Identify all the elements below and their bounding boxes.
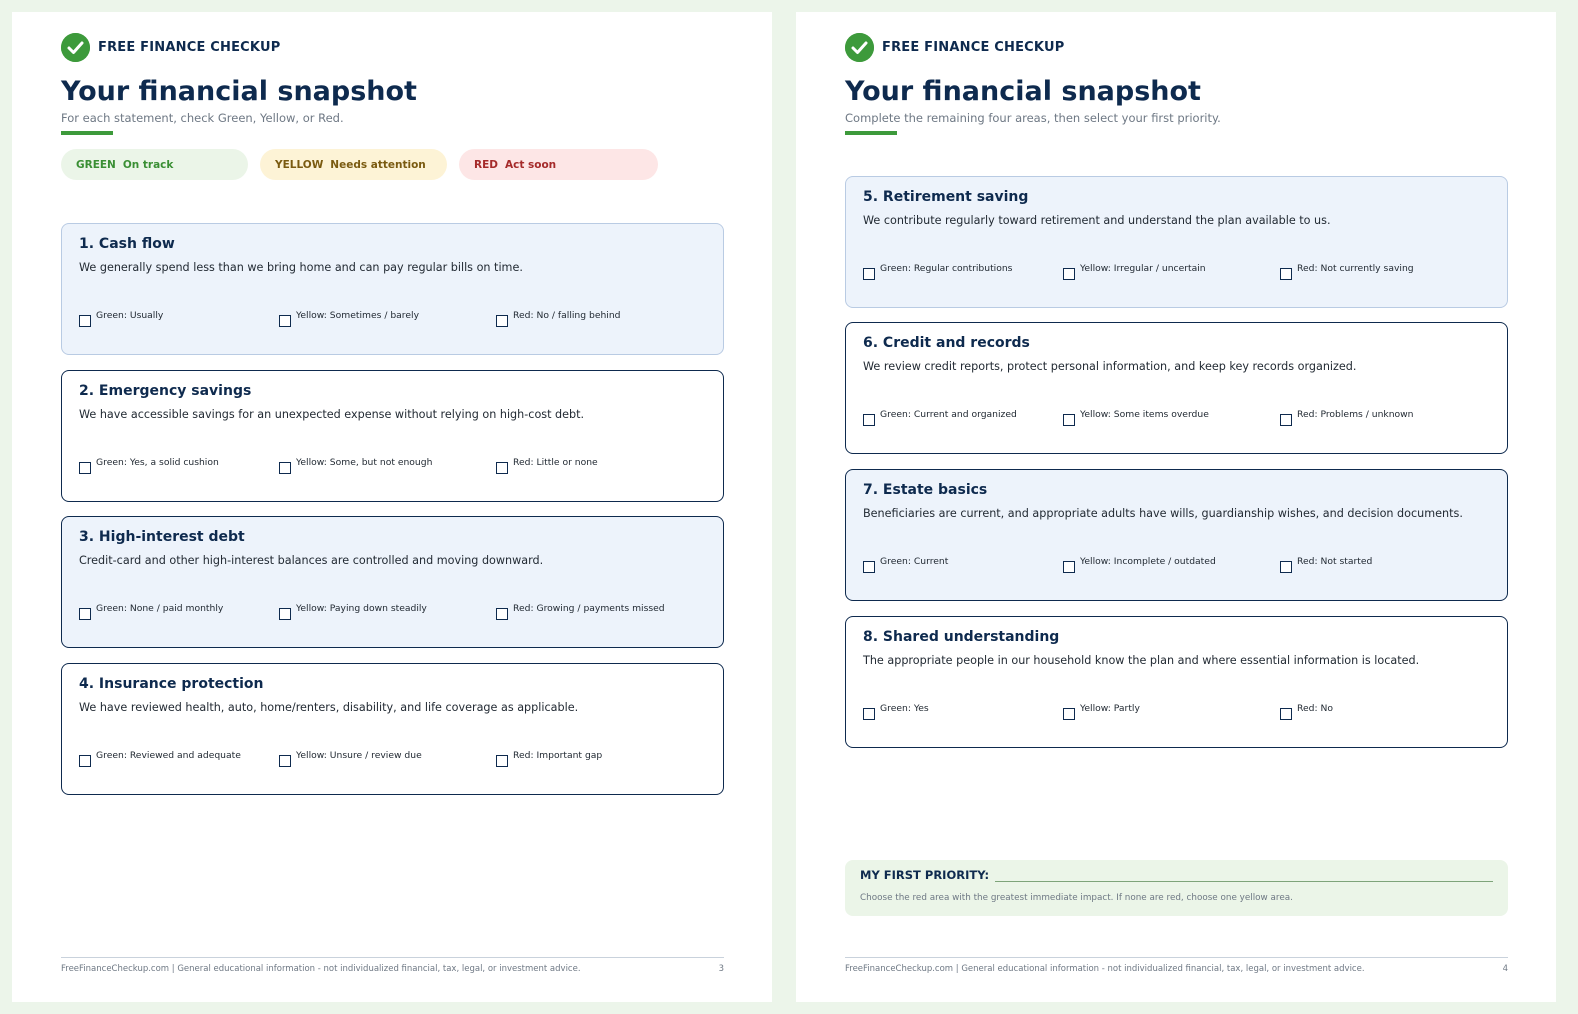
option-label: Yellow: Incomplete / outdated	[1080, 556, 1216, 567]
section-title: 7. Estate basics	[863, 482, 988, 498]
page-subtitle: Complete the remaining four areas, then select your first priority.	[845, 111, 1221, 125]
checkbox[interactable]	[1063, 414, 1075, 426]
section-card-estate-basics	[845, 469, 1508, 601]
page-title: Your financial snapshot	[61, 76, 417, 107]
option-label: Yellow: Sometimes / barely	[296, 310, 420, 321]
option-yellow[interactable]	[279, 310, 419, 327]
option-label: Red: No	[1297, 703, 1333, 714]
option-green[interactable]	[863, 556, 948, 573]
footer-divider	[61, 957, 724, 958]
option-label: Yellow: Some, but not enough	[296, 457, 433, 468]
option-yellow[interactable]	[279, 457, 432, 474]
option-red[interactable]	[1280, 263, 1414, 280]
option-yellow[interactable]	[279, 750, 422, 767]
checkbox[interactable]	[279, 755, 291, 767]
section-title: 8. Shared understanding	[863, 629, 1060, 645]
legend-green-text: On track	[122, 158, 174, 171]
legend-red-key: RED	[474, 158, 498, 171]
option-label: Yellow: Paying down steadily	[296, 603, 427, 614]
section-card-retirement-saving	[845, 176, 1508, 308]
checkbox[interactable]	[279, 608, 291, 620]
option-green[interactable]	[863, 409, 1017, 426]
section-statement: Beneficiaries are current, and appropriate adults have wills, guardianship wishes, and decision documents.	[863, 507, 1463, 520]
section-statement: We have reviewed health, auto, home/renters, disability, and life coverage as applicable.	[79, 701, 579, 714]
option-yellow[interactable]	[1063, 703, 1140, 720]
checkmark-circle-icon	[61, 33, 90, 62]
option-label: Green: Yes	[880, 703, 929, 714]
option-green[interactable]	[863, 263, 1012, 280]
option-label: Green: Current	[880, 556, 949, 567]
option-label: Red: Problems / unknown	[1297, 409, 1414, 420]
footer-disclaimer: FreeFinanceCheckup.com | General educational information - not individualized financial, tax, legal, or investment advice.	[61, 964, 581, 974]
option-green[interactable]	[79, 310, 163, 327]
option-label: Green: Yes, a solid cushion	[96, 457, 219, 468]
option-label: Red: Growing / payments missed	[513, 603, 665, 614]
page-number: 4	[1502, 964, 1508, 974]
option-red[interactable]	[1280, 409, 1414, 426]
brand-header	[845, 32, 1064, 62]
option-label: Green: None / paid monthly	[96, 603, 224, 614]
legend-yellow-key: YELLOW	[275, 158, 324, 171]
option-label: Yellow: Unsure / review due	[296, 750, 422, 761]
checkbox[interactable]	[79, 462, 91, 474]
section-title: 5. Retirement saving	[863, 189, 1029, 205]
section-title: 1. Cash flow	[79, 236, 175, 252]
first-priority-box	[845, 860, 1508, 916]
option-label: Green: Usually	[96, 310, 164, 321]
first-priority-help: Choose the red area with the greatest immediate impact. If none are red, choose one yellow area.	[860, 893, 1293, 903]
page-number: 3	[718, 964, 724, 974]
title-accent-bar	[61, 131, 113, 135]
option-green[interactable]	[79, 603, 223, 620]
option-label: Green: Current and organized	[880, 409, 1017, 420]
legend-green-key: GREEN	[76, 158, 116, 171]
checkbox[interactable]	[496, 755, 508, 767]
checkbox[interactable]	[79, 315, 91, 327]
worksheet-page-4	[796, 12, 1556, 1002]
section-statement: Credit-card and other high-interest balances are controlled and moving downward.	[79, 554, 544, 567]
footer-divider	[845, 957, 1508, 958]
section-card-cash-flow	[61, 223, 724, 355]
option-label: Green: Regular contributions	[880, 263, 1013, 274]
brand-name: FREE FINANCE CHECKUP	[98, 39, 281, 55]
checkbox[interactable]	[1063, 708, 1075, 720]
brand-header	[61, 32, 280, 62]
legend-red	[459, 149, 658, 180]
section-card-high-interest-debt	[61, 516, 724, 648]
checkbox[interactable]	[863, 268, 875, 280]
option-red[interactable]	[496, 310, 621, 327]
section-title: 6. Credit and records	[863, 335, 1030, 351]
checkbox[interactable]	[1280, 708, 1292, 720]
section-card-credit-and-records	[845, 322, 1508, 454]
checkmark-circle-icon	[845, 33, 874, 62]
option-label: Yellow: Some items overdue	[1080, 409, 1209, 420]
checkbox[interactable]	[279, 315, 291, 327]
checkbox[interactable]	[1280, 561, 1292, 573]
option-yellow[interactable]	[1063, 263, 1206, 280]
worksheet-page-3	[12, 12, 772, 1002]
option-label: Red: Important gap	[513, 750, 603, 761]
option-label: Red: Not started	[1297, 556, 1373, 567]
section-title: 3. High-interest debt	[79, 529, 245, 545]
option-yellow[interactable]	[1063, 409, 1209, 426]
option-yellow[interactable]	[1063, 556, 1216, 573]
title-accent-bar	[845, 131, 897, 135]
option-label: Red: Little or none	[513, 457, 598, 468]
option-red[interactable]	[1280, 556, 1372, 573]
legend-red-text: Act soon	[504, 158, 557, 171]
section-card-insurance-protection	[61, 663, 724, 795]
footer-disclaimer: FreeFinanceCheckup.com | General educational information - not individualized financial, tax, legal, or investment advice.	[845, 964, 1365, 974]
section-statement: The appropriate people in our household know the plan and where essential information is located.	[863, 654, 1420, 667]
section-card-emergency-savings	[61, 370, 724, 502]
option-label: Yellow: Irregular / uncertain	[1080, 263, 1206, 274]
section-title: 4. Insurance protection	[79, 676, 264, 692]
option-green[interactable]	[79, 457, 219, 474]
checkbox[interactable]	[79, 608, 91, 620]
option-label: Red: Not currently saving	[1297, 263, 1414, 274]
section-statement: We have accessible savings for an unexpected expense without relying on high-cost debt.	[79, 408, 585, 421]
section-statement: We contribute regularly toward retirement and understand the plan available to us.	[863, 214, 1331, 227]
legend-yellow	[260, 149, 447, 180]
checkbox[interactable]	[496, 462, 508, 474]
first-priority-field[interactable]	[995, 881, 1493, 882]
option-green[interactable]	[79, 750, 241, 767]
option-label: Yellow: Partly	[1080, 703, 1140, 714]
checkbox[interactable]	[1280, 268, 1292, 280]
page-subtitle: For each statement, check Green, Yellow, or Red.	[61, 111, 344, 125]
checkbox[interactable]	[1063, 268, 1075, 280]
section-statement: We review credit reports, protect personal information, and keep key records organized.	[863, 360, 1357, 373]
checkbox[interactable]	[863, 561, 875, 573]
first-priority-label: MY FIRST PRIORITY:	[860, 868, 990, 882]
legend-yellow-text: Needs attention	[330, 158, 426, 171]
option-label: Red: No / falling behind	[513, 310, 621, 321]
checkbox[interactable]	[79, 755, 91, 767]
option-red[interactable]	[496, 457, 598, 474]
legend-green	[61, 149, 248, 180]
section-card-shared-understanding	[845, 616, 1508, 748]
section-statement: We generally spend less than we bring home and can pay regular bills on time.	[79, 261, 523, 274]
checkbox[interactable]	[496, 608, 508, 620]
checkbox[interactable]	[863, 414, 875, 426]
option-green[interactable]	[863, 703, 929, 720]
checkbox[interactable]	[1280, 414, 1292, 426]
checkbox[interactable]	[1063, 561, 1075, 573]
option-yellow[interactable]	[279, 603, 427, 620]
option-label: Green: Reviewed and adequate	[96, 750, 241, 761]
checkbox[interactable]	[863, 708, 875, 720]
option-red[interactable]	[496, 750, 602, 767]
brand-name: FREE FINANCE CHECKUP	[882, 39, 1065, 55]
option-red[interactable]	[496, 603, 665, 620]
checkbox[interactable]	[279, 462, 291, 474]
section-title: 2. Emergency savings	[79, 383, 252, 399]
checkbox[interactable]	[496, 315, 508, 327]
option-red[interactable]	[1280, 703, 1333, 720]
page-title: Your financial snapshot	[845, 76, 1201, 107]
